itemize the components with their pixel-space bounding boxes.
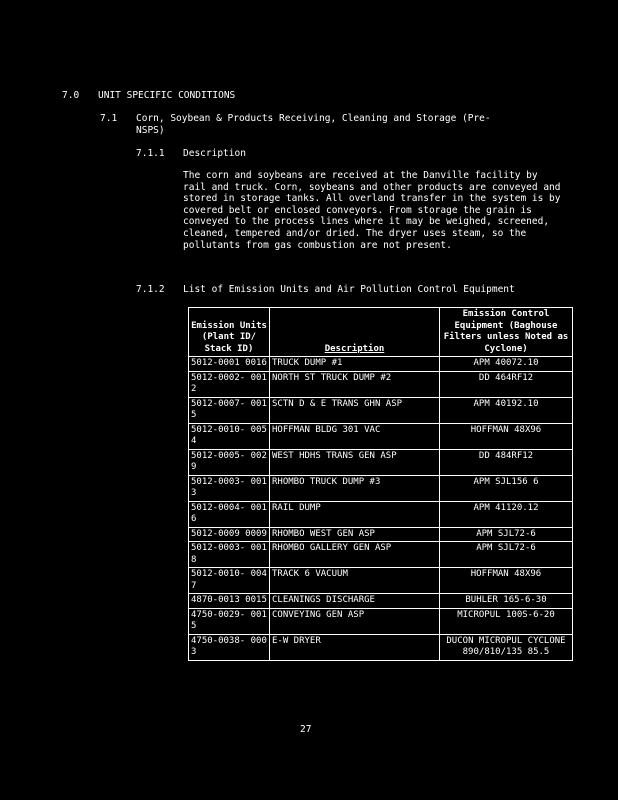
header-emission-units: Emission Units (Plant ID/ Stack ID) xyxy=(189,308,270,357)
unit-cell: 5012-0005- 0029 xyxy=(189,449,270,475)
list-number: 7.1.2 xyxy=(136,284,165,295)
control-cell: DUCON MICROPUL CYCLONE 890/810/135 85.5 xyxy=(440,634,573,660)
control-cell: APM 40072.10 xyxy=(440,357,573,372)
description-cell: TRACK 6 VACUUM xyxy=(270,568,440,594)
table-row xyxy=(189,568,573,594)
subsection-title: Corn, Soybean & Products Receiving, Cleaning and Storage (Pre-NSPS) xyxy=(136,113,491,136)
subsection-number: 7.1 xyxy=(100,113,118,124)
header-description-label: Description xyxy=(324,343,385,354)
control-cell: DD 464RF12 xyxy=(440,371,573,397)
description-cell: CONVEYING GEN ASP xyxy=(270,608,440,634)
control-cell: HOFFMAN 48X96 xyxy=(440,568,573,594)
unit-cell: 5012-0004- 0016 xyxy=(189,501,270,527)
table-row xyxy=(189,475,573,501)
unit-cell: 5012-0002- 0012 xyxy=(189,371,270,397)
section-number: 7.0 xyxy=(62,90,80,101)
page-number: 27 xyxy=(300,724,312,735)
emission-units-table xyxy=(188,307,573,661)
table-row xyxy=(189,397,573,423)
table-header-row xyxy=(189,308,573,357)
list-heading: List of Emission Units and Air Pollution Control Equipment xyxy=(183,284,515,295)
unit-cell: 4750-0029- 0015 xyxy=(189,608,270,634)
description-cell: TRUCK DUMP #1 xyxy=(270,357,440,372)
unit-cell: 4870-0013 0015 xyxy=(189,594,270,609)
unit-cell: 5012-0009 0009 xyxy=(189,527,270,542)
description-heading: Description xyxy=(183,148,246,159)
table-row xyxy=(189,501,573,527)
control-cell: APM 40192.10 xyxy=(440,397,573,423)
table-row xyxy=(189,371,573,397)
unit-cell: 4750-0038- 0003 xyxy=(189,634,270,660)
control-cell: MICROPUL 100S-6-20 xyxy=(440,608,573,634)
table-row xyxy=(189,594,573,609)
unit-cell: 5012-0001 0016 xyxy=(189,357,270,372)
section-title: UNIT SPECIFIC CONDITIONS xyxy=(98,90,236,101)
table-row xyxy=(189,423,573,449)
description-paragraph: The corn and soybeans are received at the Danville facility by rail and truck. Corn, soybeans and other products are conveyed and stored in storage tanks. All overland transfer in the system is by covered belt or enclosed conveyors. From storage the grain is conveyed to the process lines where it may be weighed, screened, cleaned, tempered and/or dried. The dryer uses steam, so the pollutants from gas combustion are not present. xyxy=(183,170,561,251)
header-control-equipment: Emission Control Equipment (Baghouse Filters unless Noted as Cyclone) xyxy=(440,308,573,357)
unit-cell: 5012-0003- 0013 xyxy=(189,475,270,501)
control-cell: APM SJL72-6 xyxy=(440,542,573,568)
unit-cell: 5012-0003- 0018 xyxy=(189,542,270,568)
table-row xyxy=(189,542,573,568)
control-cell: APM SJL72-6 xyxy=(440,527,573,542)
unit-cell: 5012-0010- 0047 xyxy=(189,568,270,594)
description-cell: E-W DRYER xyxy=(270,634,440,660)
description-cell: NORTH ST TRUCK DUMP #2 xyxy=(270,371,440,397)
control-cell: APM SJL156 6 xyxy=(440,475,573,501)
header-description xyxy=(270,308,440,357)
control-cell: DD 484RF12 xyxy=(440,449,573,475)
table-row xyxy=(189,608,573,634)
description-cell: SCTN D & E TRANS GHN ASP xyxy=(270,397,440,423)
table-row xyxy=(189,634,573,660)
description-cell: RHOMBO GALLERY GEN ASP xyxy=(270,542,440,568)
table-row xyxy=(189,527,573,542)
control-cell: APM 41120.12 xyxy=(440,501,573,527)
description-cell: RAIL DUMP xyxy=(270,501,440,527)
table-row xyxy=(189,357,573,372)
description-cell: RHOMBO TRUCK DUMP #3 xyxy=(270,475,440,501)
table-row xyxy=(189,449,573,475)
description-cell: CLEANINGS DISCHARGE xyxy=(270,594,440,609)
unit-cell: 5012-0010- 0054 xyxy=(189,423,270,449)
description-cell: RHOMBO WEST GEN ASP xyxy=(270,527,440,542)
table-body xyxy=(189,357,573,661)
description-cell: HOFFMAN BLDG 301 VAC xyxy=(270,423,440,449)
description-cell: WEST HDHS TRANS GEN ASP xyxy=(270,449,440,475)
description-number: 7.1.1 xyxy=(136,148,165,159)
unit-cell: 5012-0007- 0015 xyxy=(189,397,270,423)
control-cell: HOFFMAN 48X96 xyxy=(440,423,573,449)
control-cell: BUHLER 165-6-30 xyxy=(440,594,573,609)
